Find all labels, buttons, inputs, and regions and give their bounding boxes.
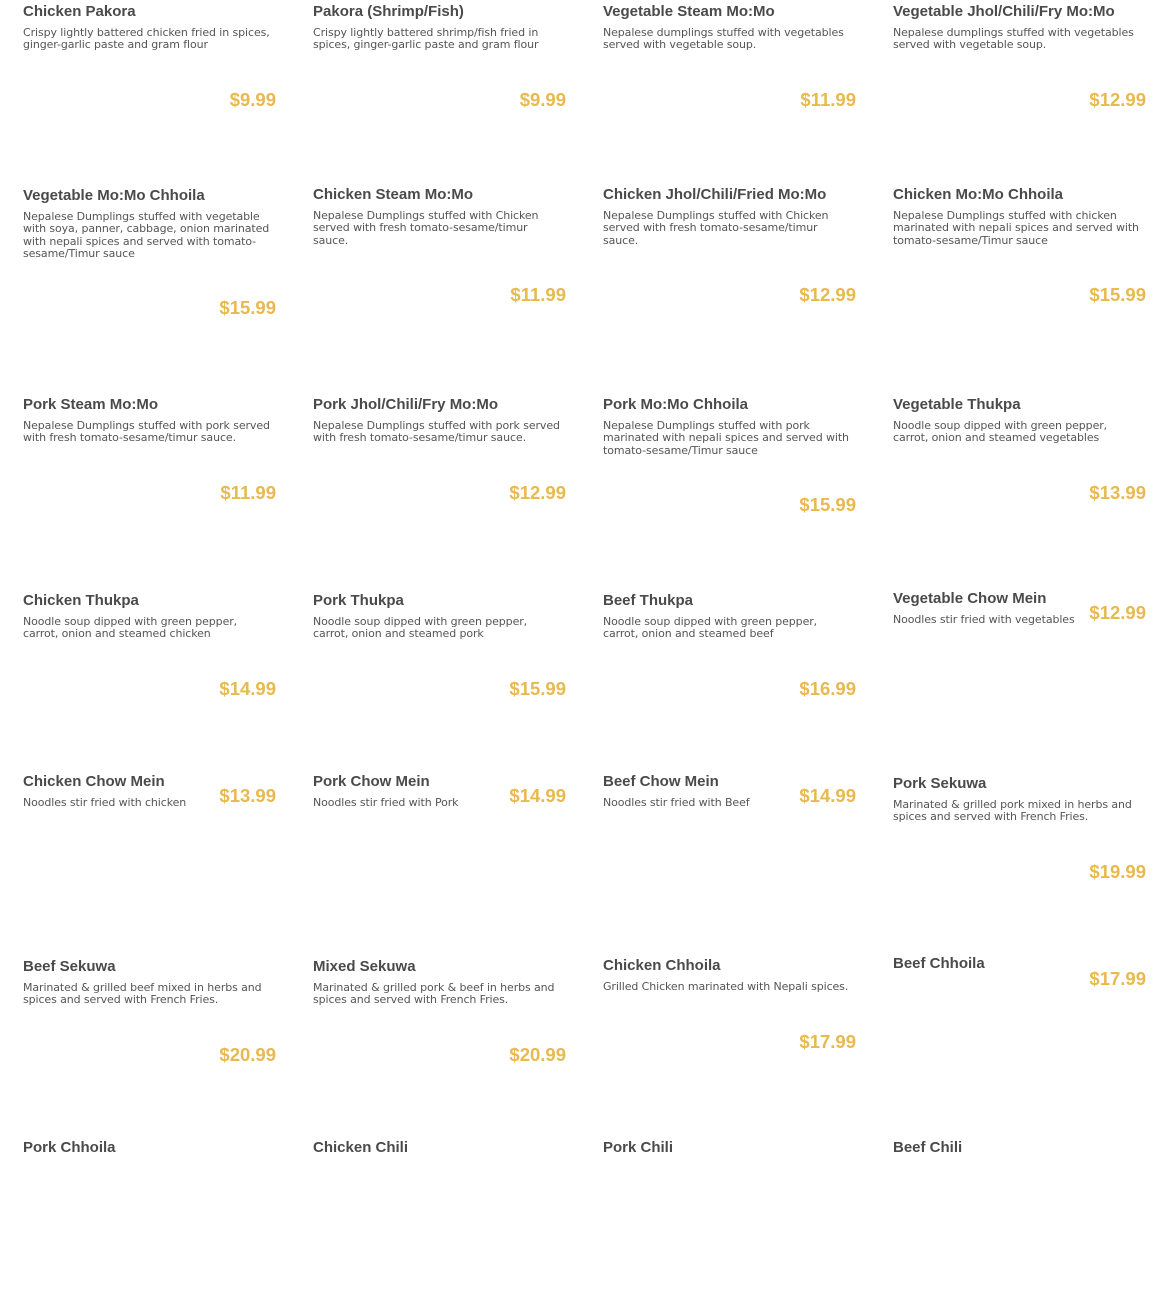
menu-item bbox=[313, 773, 566, 933]
description-line: Nepalese Dumplings stuffed with vegetable bbox=[23, 210, 260, 223]
menu-item bbox=[313, 186, 566, 346]
menu-item bbox=[313, 958, 566, 1118]
menu-item bbox=[603, 186, 856, 346]
menu-item bbox=[893, 955, 1146, 1115]
description-line: Noodle soup dipped with green pepper, bbox=[893, 419, 1108, 432]
description-line: Noodle soup dipped with green pepper, bbox=[603, 615, 818, 628]
description-line: spices and served with French Fries. bbox=[313, 993, 509, 1007]
description-line: with fresh tomato-sesame/timur sauce. bbox=[313, 431, 526, 445]
menu-item-price: $12.99 bbox=[799, 284, 856, 305]
menu-item-price: $13.99 bbox=[1089, 482, 1146, 503]
menu-item bbox=[603, 773, 856, 933]
menu-item-price: $15.99 bbox=[219, 297, 276, 318]
description-line: Nepalese Dumplings stuffed with chicken bbox=[893, 209, 1117, 222]
menu-item-description bbox=[23, 616, 237, 641]
menu-item-name: Pakora (Shrimp/Fish) bbox=[313, 3, 464, 20]
description-line: Nepalese Dumplings stuffed with Chicken bbox=[313, 209, 539, 222]
menu-item-name: Mixed Sekuwa bbox=[313, 958, 416, 975]
description-line: sauce. bbox=[313, 233, 349, 247]
menu-item-name: Pork Sekuwa bbox=[893, 775, 987, 792]
menu-item-name: Pork Jhol/Chili/Fry Mo:Mo bbox=[313, 396, 499, 413]
description-line: marinated with nepali spices and served with bbox=[603, 431, 849, 445]
description-line: sauce. bbox=[603, 233, 639, 247]
menu-item-name: Chicken Jhol/Chili/Fried Mo:Mo bbox=[603, 186, 827, 203]
description-line: Nepalese Dumplings stuffed with Chicken bbox=[603, 209, 829, 222]
menu-item-name: Chicken Mo:Mo Chhoila bbox=[893, 186, 1063, 203]
menu-item bbox=[893, 590, 1146, 750]
menu-item-price: $9.99 bbox=[519, 89, 566, 110]
menu-item-price: $12.99 bbox=[1089, 89, 1146, 110]
menu-item bbox=[603, 396, 856, 556]
menu-item-description bbox=[603, 27, 844, 52]
menu-item-name: Pork Chow Mein bbox=[313, 773, 430, 790]
menu-item-name: Chicken Pakora bbox=[23, 3, 136, 20]
menu-item-description bbox=[893, 799, 1132, 824]
description-line: Noodles stir fried with Pork bbox=[313, 796, 459, 809]
description-line: tomato-sesame/Timur sauce bbox=[893, 233, 1048, 247]
description-line: marinated with nepali spices and served with bbox=[893, 221, 1139, 235]
description-line: Nepalese Dumplings stuffed with pork bbox=[603, 419, 810, 432]
description-line: Crispy lightly battered shrimp/fish fried in bbox=[313, 26, 539, 39]
menu-item-price: $11.99 bbox=[510, 284, 566, 305]
description-line: with nepali spices and served with tomato- bbox=[23, 234, 257, 248]
description-line: served with vegetable soup. bbox=[603, 38, 757, 52]
menu-item bbox=[893, 186, 1146, 346]
menu-item bbox=[893, 1139, 1146, 1299]
menu-item bbox=[893, 775, 1146, 935]
description-line: spices and served with French Fries. bbox=[893, 810, 1089, 824]
menu-item bbox=[313, 3, 566, 163]
menu-item-name: Beef Thukpa bbox=[603, 592, 694, 609]
menu-item-name: Vegetable Jhol/Chili/Fry Mo:Mo bbox=[893, 3, 1115, 20]
menu-item-description bbox=[23, 211, 269, 260]
menu-item-price: $9.99 bbox=[229, 89, 276, 110]
menu-item-name: Pork Mo:Mo Chhoila bbox=[603, 396, 748, 413]
menu-item-price: $14.99 bbox=[509, 785, 566, 806]
menu-item bbox=[603, 3, 856, 163]
menu-item-description bbox=[23, 982, 262, 1007]
menu-item-price: $12.99 bbox=[1089, 602, 1146, 623]
description-line: Noodle soup dipped with green pepper, bbox=[313, 615, 528, 628]
description-line: ginger-garlic paste and gram flour bbox=[23, 38, 208, 52]
menu-item-description bbox=[893, 614, 1075, 626]
description-line: Grilled Chicken marinated with Nepali spices. bbox=[603, 980, 849, 993]
description-line: Nepalese dumplings stuffed with vegetables bbox=[893, 26, 1134, 39]
menu-item-name: Pork Steam Mo:Mo bbox=[23, 396, 159, 413]
description-line: Crispy lightly battered chicken fried in spices, bbox=[23, 26, 270, 39]
menu-item bbox=[23, 1139, 276, 1299]
menu-item-description bbox=[313, 210, 538, 247]
menu-item-price: $15.99 bbox=[799, 494, 856, 515]
menu-item-name: Pork Chhoila bbox=[23, 1139, 116, 1156]
menu-item-name: Beef Sekuwa bbox=[23, 958, 116, 975]
menu-item-name: Chicken Chow Mein bbox=[23, 773, 165, 790]
menu-item bbox=[603, 1139, 856, 1299]
menu-item-price: $14.99 bbox=[219, 678, 276, 699]
description-line: Marinated & grilled pork mixed in herbs and bbox=[893, 798, 1132, 811]
menu-item-description bbox=[893, 210, 1139, 247]
menu-item-name: Chicken Steam Mo:Mo bbox=[313, 186, 474, 203]
menu-item bbox=[23, 958, 276, 1118]
menu-item-name: Vegetable Steam Mo:Mo bbox=[603, 3, 775, 20]
menu-item-description bbox=[313, 420, 560, 445]
menu-item-description bbox=[23, 27, 270, 52]
description-line: Marinated & grilled beef mixed in herbs and bbox=[23, 981, 262, 994]
menu-item-price: $20.99 bbox=[509, 1044, 566, 1065]
description-line: carrot, onion and steamed pork bbox=[313, 627, 484, 641]
description-line: Nepalese Dumplings stuffed with pork served bbox=[313, 419, 560, 432]
description-line: sesame/Timur sauce bbox=[23, 246, 135, 260]
menu-item-name: Beef Chow Mein bbox=[603, 773, 719, 790]
description-line: carrot, onion and steamed beef bbox=[603, 627, 774, 641]
menu-item-price: $15.99 bbox=[509, 678, 566, 699]
menu-item-price: $16.99 bbox=[799, 678, 856, 699]
menu-item bbox=[313, 592, 566, 752]
menu-item-description bbox=[313, 982, 554, 1007]
menu-item bbox=[313, 1139, 566, 1299]
menu-item bbox=[23, 396, 276, 556]
description-line: carrot, onion and steamed chicken bbox=[23, 627, 211, 641]
menu-item-price: $20.99 bbox=[219, 1044, 276, 1065]
menu-item bbox=[603, 592, 856, 752]
menu-item bbox=[313, 396, 566, 556]
menu-item-name: Vegetable Thukpa bbox=[893, 396, 1021, 413]
menu-item bbox=[23, 187, 276, 347]
description-line: carrot, onion and steamed vegetables bbox=[893, 431, 1100, 445]
description-line: with fresh tomato-sesame/timur sauce. bbox=[23, 431, 236, 445]
menu-item-description bbox=[603, 420, 849, 457]
menu-item-price: $13.99 bbox=[219, 785, 276, 806]
description-line: spices and served with French Fries. bbox=[23, 993, 219, 1007]
menu-item bbox=[603, 957, 856, 1117]
menu-item-description bbox=[893, 420, 1107, 445]
menu-item-name: Beef Chili bbox=[893, 1139, 963, 1156]
menu-item-description bbox=[603, 981, 848, 993]
menu-item-name: Pork Chili bbox=[603, 1139, 674, 1156]
description-line: Marinated & grilled pork & beef in herbs and bbox=[313, 981, 555, 994]
menu-item-description bbox=[313, 797, 458, 809]
menu-item-price: $11.99 bbox=[220, 482, 276, 503]
menu-item bbox=[23, 592, 276, 752]
menu-item-description bbox=[603, 797, 750, 809]
menu-item-price: $17.99 bbox=[1089, 968, 1146, 989]
menu-item-description bbox=[23, 797, 186, 809]
menu-item-price: $12.99 bbox=[509, 482, 566, 503]
description-line: Nepalese Dumplings stuffed with pork served bbox=[23, 419, 270, 432]
menu-item-name: Chicken Chhoila bbox=[603, 957, 721, 974]
description-line: Noodles stir fried with vegetables bbox=[893, 613, 1075, 626]
description-line: served with fresh tomato-sesame/timur bbox=[313, 221, 528, 235]
menu-item-name: Pork Thukpa bbox=[313, 592, 404, 609]
menu-item bbox=[23, 3, 276, 163]
menu-item-price: $15.99 bbox=[1089, 284, 1146, 305]
description-line: Noodles stir fried with Beef bbox=[603, 796, 750, 809]
menu-item-price: $11.99 bbox=[800, 89, 856, 110]
description-line: Noodles stir fried with chicken bbox=[23, 796, 187, 809]
menu-item bbox=[893, 3, 1146, 163]
description-line: Noodle soup dipped with green pepper, bbox=[23, 615, 238, 628]
menu-item-name: Chicken Thukpa bbox=[23, 592, 139, 609]
menu-item-description bbox=[603, 616, 817, 641]
menu-item-name: Vegetable Mo:Mo Chhoila bbox=[23, 187, 205, 204]
description-line: tomato-sesame/Timur sauce bbox=[603, 443, 758, 457]
description-line: spices, ginger-garlic paste and gram flour bbox=[313, 38, 539, 52]
menu-item-name: Chicken Chili bbox=[313, 1139, 409, 1156]
menu-item-description bbox=[893, 27, 1134, 52]
description-line: with soya, panner, cabbage, onion marinated bbox=[23, 222, 270, 236]
menu-item-name: Beef Chhoila bbox=[893, 955, 985, 972]
description-line: served with vegetable soup. bbox=[893, 38, 1047, 52]
menu-item-description bbox=[313, 27, 538, 52]
menu-item-description bbox=[603, 210, 828, 247]
description-line: Nepalese dumplings stuffed with vegetables bbox=[603, 26, 844, 39]
menu-item-price: $14.99 bbox=[799, 785, 856, 806]
menu-item bbox=[23, 773, 276, 933]
menu-item-price: $19.99 bbox=[1089, 861, 1146, 882]
description-line: served with fresh tomato-sesame/timur bbox=[603, 221, 818, 235]
menu-item-description bbox=[23, 420, 270, 445]
menu-item bbox=[893, 396, 1146, 556]
menu-item-name: Vegetable Chow Mein bbox=[893, 590, 1047, 607]
menu-item-price: $17.99 bbox=[799, 1031, 856, 1052]
menu-item-description bbox=[313, 616, 527, 641]
